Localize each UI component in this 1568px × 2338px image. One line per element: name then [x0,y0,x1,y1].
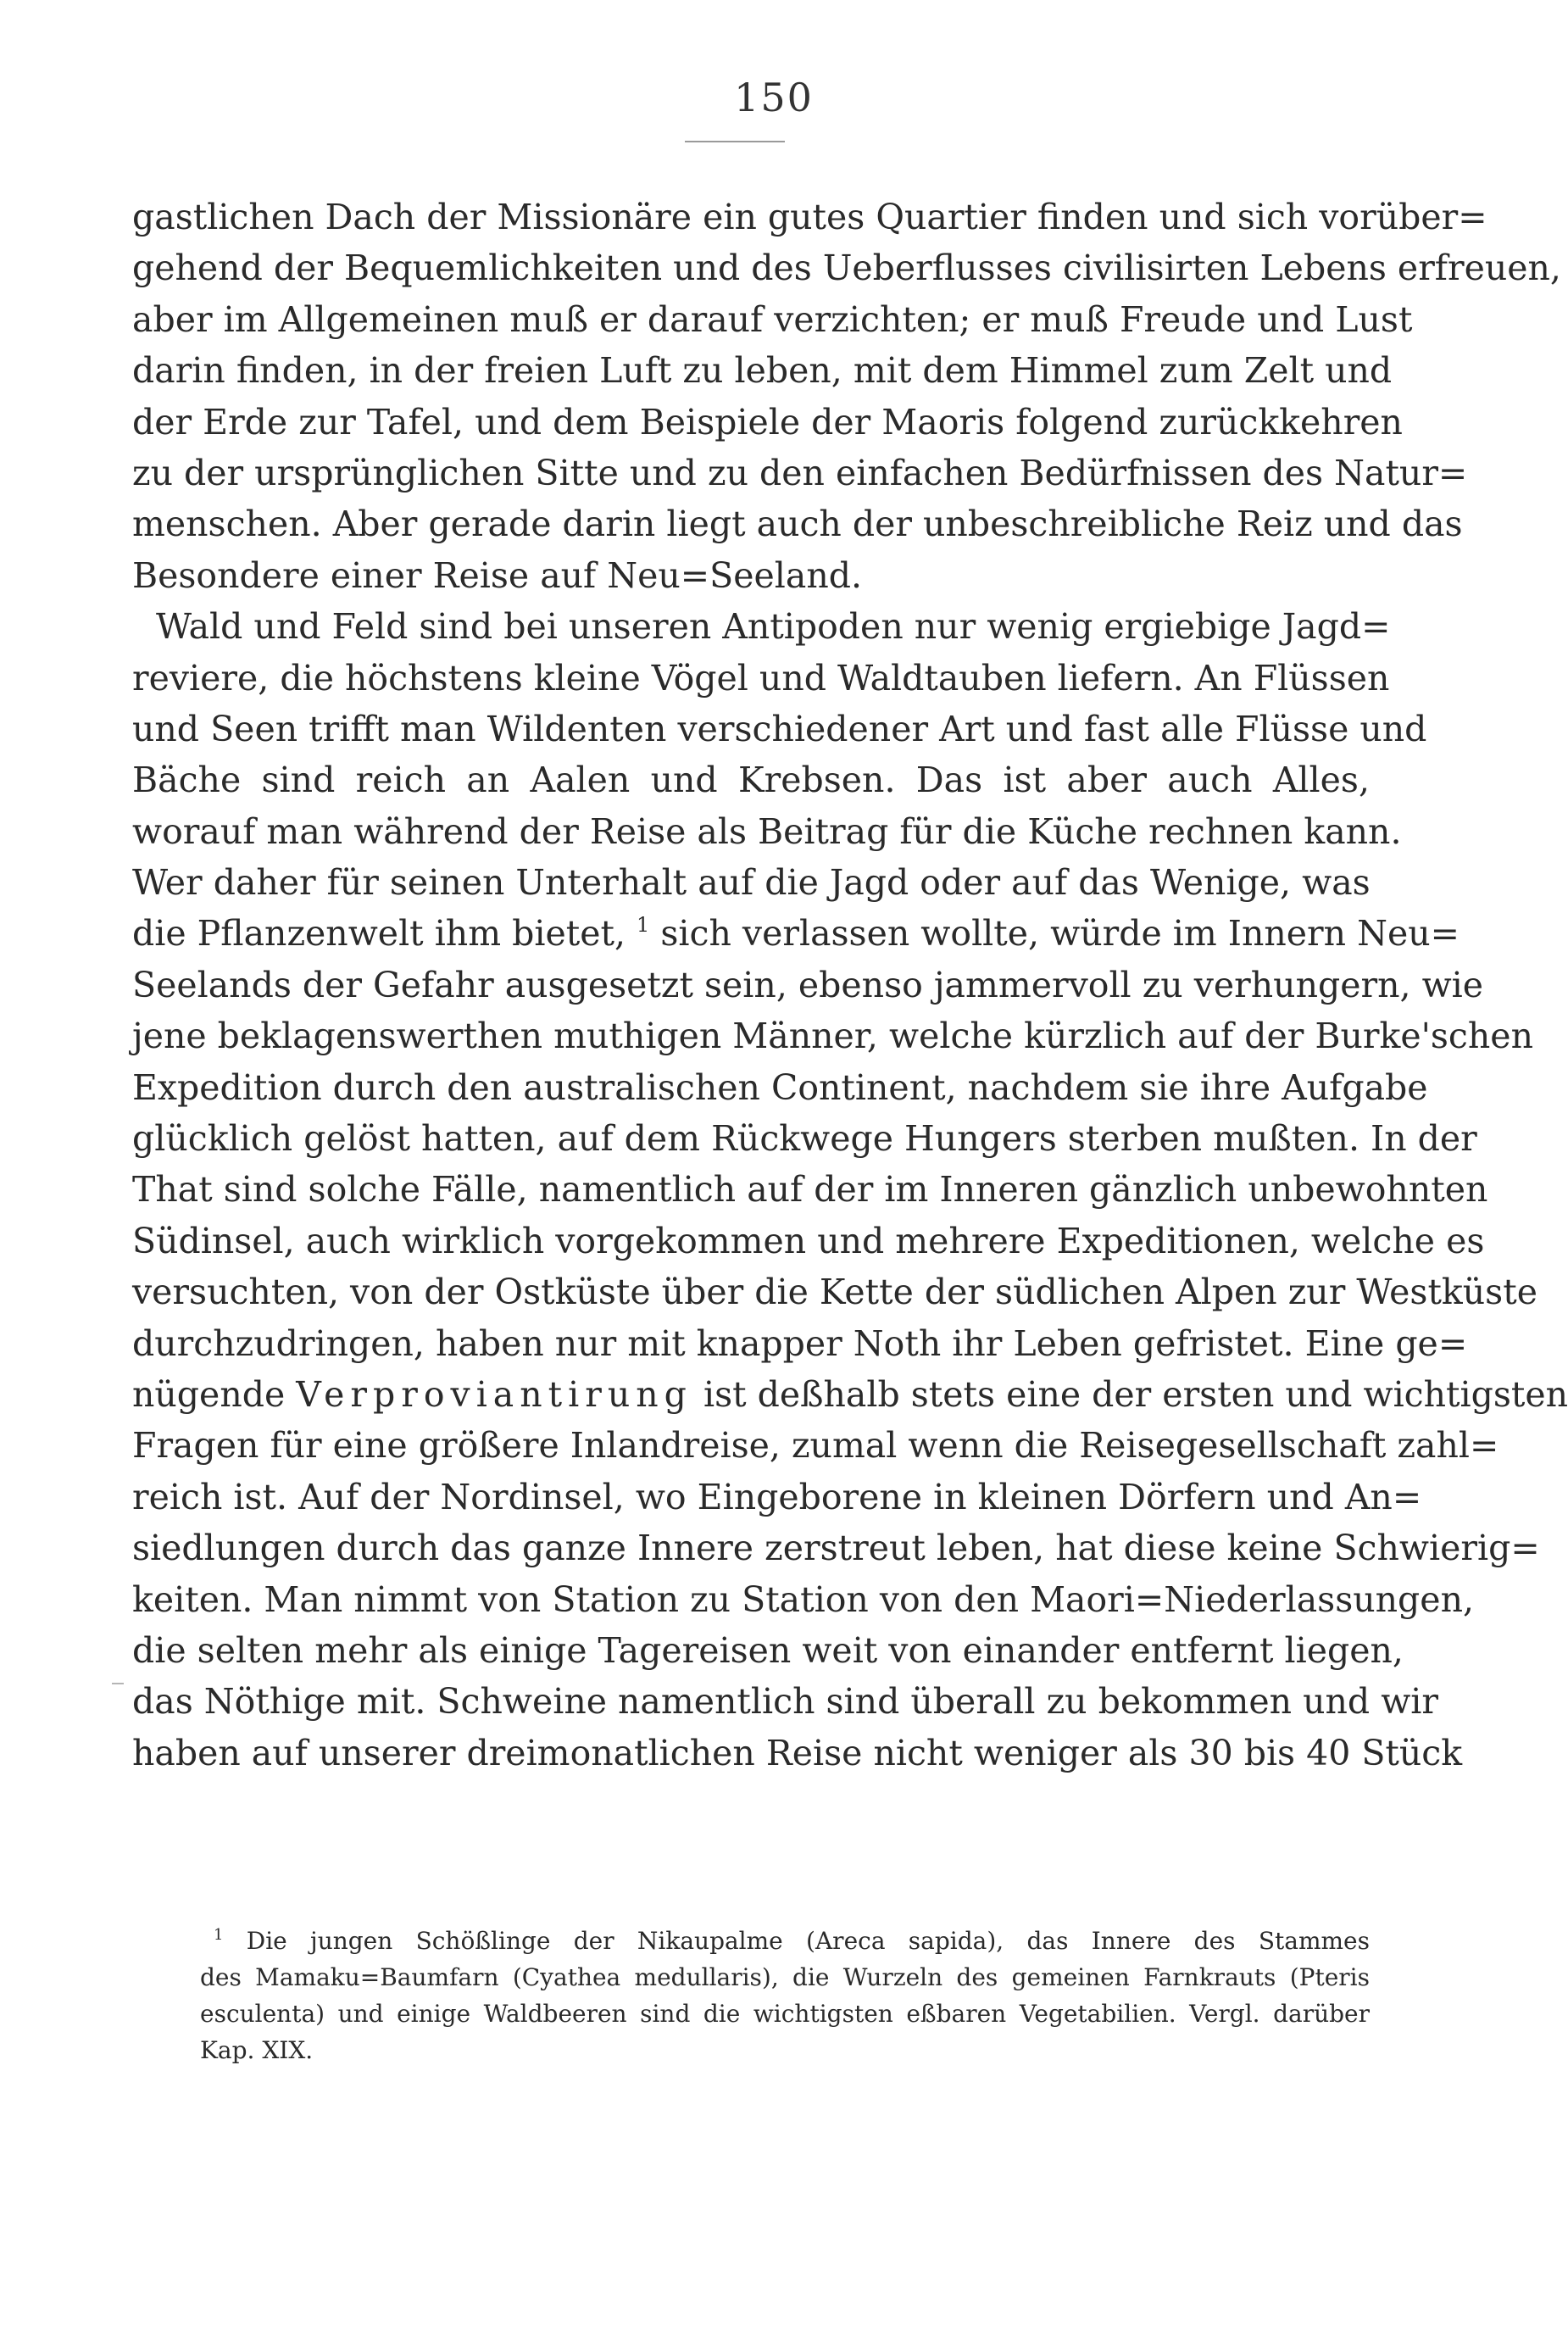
margin-mark [112,1683,124,1684]
text-line: zu der ursprünglichen Sitte und zu den einfachen Bedürfnissen des Natur= [132,452,1468,493]
text-segment: ist deßhalb stets eine der ersten und wichtigsten [703,1373,1568,1415]
body-text [132,192,1568,1779]
text-line: Bäche sind reich an Aalen und Krebsen. Das ist aber auch Alles, [132,760,1370,801]
text-line: menschen. Aber gerade darin liegt auch der unbeschreibliche Reiz und das [132,504,1463,545]
footnote-reference: 1 [637,913,650,938]
footnote-marker: 1 [214,1926,224,1944]
emphasized-word: Verproviantirung [296,1373,692,1415]
page-number: 150 [734,75,814,120]
text-line: That sind solche Fälle, namentlich auf der im Inneren gänzlich unbewohnten [132,1169,1488,1211]
text-segment: sich verlassen wollte, würde im Innern Neu= [660,913,1460,955]
footnote-line: esculenta) und einige Waldbeeren sind die wichtigsten eßbaren Vegetabilien. Vergl. darüber [200,2000,1370,2028]
text-line: siedlungen durch das ganze Innere zerstreut leben, hat diese keine Schwierig= [132,1528,1540,1569]
text-segment: nügende [132,1373,286,1415]
text-line: Expedition durch den australischen Continent, nachdem sie ihre Aufgabe [132,1066,1428,1108]
header-rule [685,141,785,142]
text-line: Besondere einer Reise auf Neu=Seeland. [132,554,862,596]
text-line: haben auf unserer dreimonatlichen Reise nicht weniger als 30 bis 40 Stück [132,1732,1463,1773]
text-line: der Erde zur Tafel, und dem Beispiele der Maoris folgend zurückkehren [132,401,1403,443]
text-line: reviere, die höchstens kleine Vögel und Waldtauben liefern. An Flüssen [132,657,1390,699]
text-line: Seelands der Gefahr ausgesetzt sein, ebenso jammervoll zu verhungern, wie [132,964,1484,1005]
footnote-line: Kap. XIX. [200,2036,314,2064]
text-line: jene beklagenswerthen muthigen Männer, welche kürzlich auf der Burke'schen [132,1016,1533,1057]
text-segment: die Pflanzenwelt ihm bietet, [132,913,626,955]
footnote-line: des Mamaku=Baumfarn (Cyathea medullaris), die Wurzeln des gemeinen Farnkrauts (Pteris [200,1963,1370,1991]
text-line: versuchten, von der Ostküste über die Kette der südlichen Alpen zur Westküste [132,1272,1537,1313]
text-line: Südinsel, auch wirklich vorgekommen und mehrere Expeditionen, welche es [132,1220,1485,1261]
text-line: Wald und Feld sind bei unseren Antipoden nur wenig ergiebige Jagd= [156,606,1391,648]
text-line: keiten. Man nimmt von Station zu Station von den Maori=Niederlassungen, [132,1578,1475,1620]
text-line: glücklich gelöst hatten, auf dem Rückwege Hungers sterben mußten. In der [132,1118,1477,1160]
text-line: durchzudringen, haben nur mit knapper Noth ihr Leben gefristet. Eine ge= [132,1322,1468,1364]
text-line: reich ist. Auf der Nordinsel, wo Eingeborene in kleinen Dörfern und An= [132,1476,1422,1517]
footnote [200,1923,1370,2068]
text-line: darin finden, in der freien Luft zu leben, mit dem Himmel zum Zelt und [132,350,1393,392]
text-line: die selten mehr als einige Tagereisen weit von einander entfernt liegen, [132,1629,1404,1671]
text-line-with-emphasis [132,1369,1568,1420]
text-line: das Nöthige mit. Schweine namentlich sind überall zu bekommen und wir [132,1681,1439,1723]
text-line: worauf man während der Reise als Beitrag für die Küche rechnen kann. [132,810,1402,852]
text-line: gastlichen Dach der Missionäre ein gutes Quartier finden und sich vorüber= [132,197,1487,237]
footnote-text: Die jungen Schößlinge der Nikaupalme (Areca sapida), das Innere des Stammes [246,1927,1370,1955]
text-line-with-footnote-ref [132,908,1460,959]
text-line: aber im Allgemeinen muß er darauf verzichten; er muß Freude und Lust [132,298,1413,340]
text-line: gehend der Bequemlichkeiten und des Ueberflusses civilisirten Lebens erfreuen, [132,248,1561,289]
text-line: und Seen trifft man Wildenten verschiedener Art und fast alle Flüsse und [132,708,1427,749]
text-line: Fragen für eine größere Inlandreise, zumal wenn die Reisegesellschaft zahl= [132,1425,1499,1467]
text-line: Wer daher für seinen Unterhalt auf die Jagd oder auf das Wenige, was [132,862,1371,904]
footnote-line [214,1923,1370,1959]
